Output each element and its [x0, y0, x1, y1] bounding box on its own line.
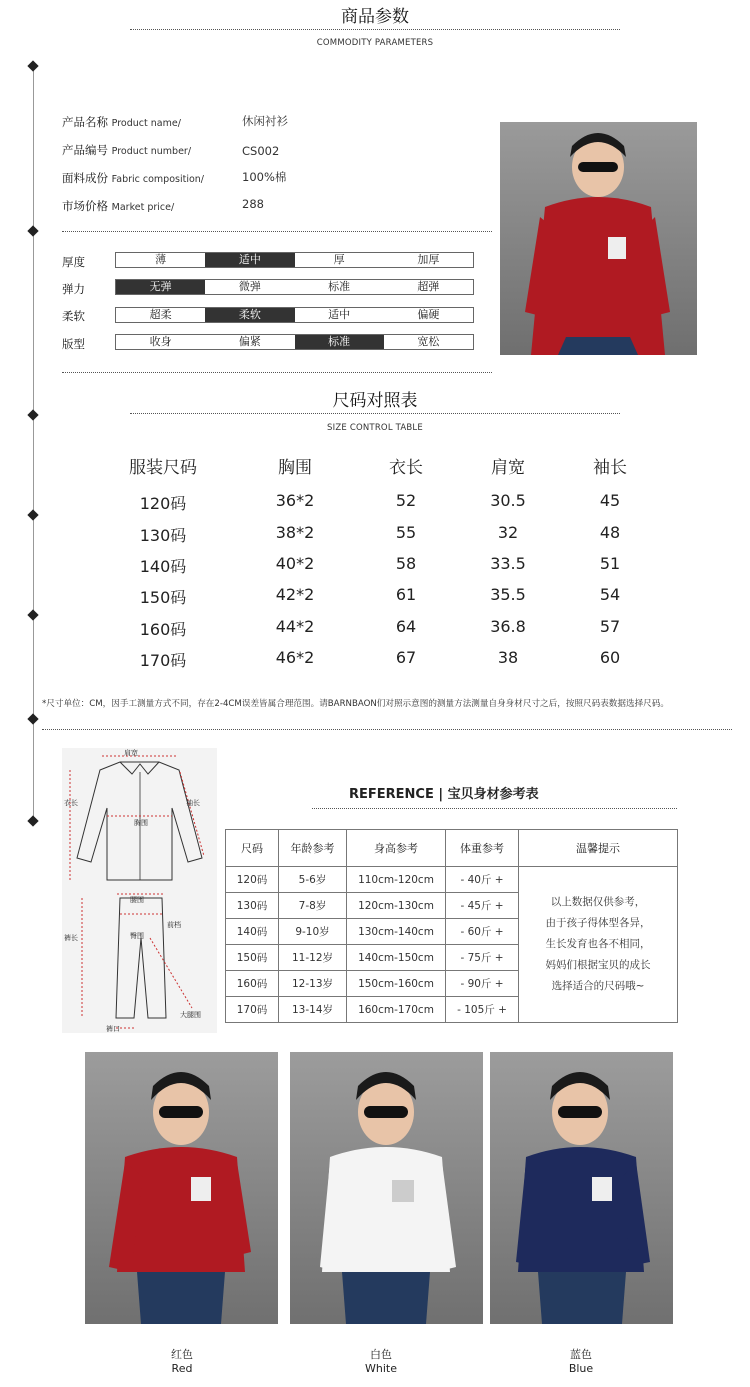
attr-label: 弹力: [62, 282, 85, 296]
table-header: 服装尺码: [129, 458, 197, 478]
color-name-en: White: [365, 1362, 397, 1375]
scale-option: 偏硬: [417, 308, 440, 321]
param-label: 产品编号 Product number/: [62, 143, 192, 157]
reference-title: REFERENCE | 宝贝身材参考表: [349, 787, 539, 802]
table-row: 150码 42*2 61 35.5 54: [139, 585, 621, 607]
section-title: 商品参数: [341, 7, 409, 27]
scale-option: 厚: [333, 253, 345, 266]
table-header: 肩宽: [491, 458, 525, 478]
diagram-label: 腰围: [130, 896, 144, 904]
color-name-en: Red: [171, 1362, 193, 1375]
fit-scale: [115, 334, 474, 350]
table-header: 胸围: [278, 458, 312, 478]
scale-option: 宽松: [417, 335, 440, 348]
attr-label: 版型: [62, 337, 85, 351]
color-photo-blue[interactable]: [490, 1052, 673, 1324]
timeline-diamond: [27, 60, 38, 71]
divider: [62, 372, 492, 373]
section-title: 尺码对照表: [332, 391, 418, 411]
table-header: 袖长: [593, 458, 627, 478]
scale-option: 适中: [328, 308, 351, 321]
color-name-cn: 蓝色: [570, 1348, 592, 1361]
color-name-cn: 红色: [171, 1348, 193, 1361]
diagram-label: 前档: [167, 921, 181, 929]
table-header: 尺码: [226, 830, 279, 867]
table-row: 160码 12-13岁 150cm-160cm - 90斤 +: [226, 971, 678, 997]
timeline-diamond: [27, 713, 38, 724]
table-row: 130码 38*2 55 32 48: [139, 523, 621, 545]
diagram-label: 裤长: [64, 934, 78, 942]
color-photo-red[interactable]: [85, 1052, 278, 1324]
table-row: 140码 9-10岁 130cm-140cm - 60斤 +: [226, 919, 678, 945]
table-header: 温馨提示: [519, 830, 678, 867]
thickness-scale: [115, 252, 474, 268]
table-header: 体重参考: [446, 830, 519, 867]
table-row: 170码 13-14岁 160cm-170cm - 105斤 +: [226, 997, 678, 1023]
diagram-label: 肩宽: [124, 749, 138, 757]
attr-label: 厚度: [62, 255, 85, 269]
scale-option: 薄: [155, 253, 167, 266]
scale-option: 微弹: [238, 280, 261, 293]
table-header: 年龄参考: [279, 830, 347, 867]
table-header: 衣长: [389, 458, 423, 478]
diagram-label: 裤口: [106, 1025, 120, 1033]
scale-option: 偏紧: [238, 335, 261, 348]
measurement-diagram: [62, 748, 217, 1033]
scale-option-selected: 适中: [205, 253, 294, 267]
table-row: 120码 36*2 52 30.5 45: [139, 491, 621, 513]
color-photo-white[interactable]: [290, 1052, 483, 1324]
table-row: 150码 11-12岁 140cm-150cm - 75斤 +: [226, 945, 678, 971]
table-row: 140码 40*2 58 33.5 51: [139, 554, 621, 576]
table-row: 160码 44*2 64 36.8 57: [139, 617, 621, 639]
diagram-label: 臀围: [130, 932, 144, 940]
reference-table: [225, 829, 678, 1023]
scale-option-selected: 标准: [295, 335, 384, 349]
color-name-en: Blue: [568, 1362, 594, 1375]
timeline-line: [33, 65, 34, 825]
param-value: 288: [242, 197, 264, 211]
param-label: 产品名称 Product name/: [62, 115, 181, 129]
timeline-diamond: [27, 409, 38, 420]
divider: [42, 729, 732, 730]
product-photo: [500, 122, 697, 355]
param-value: 休闲衬衫: [242, 114, 288, 128]
softness-scale: [115, 307, 474, 323]
scale-option: 加厚: [417, 253, 440, 266]
param-value: 100%棉: [242, 170, 287, 184]
section-subtitle: COMMODITY PARAMETERS: [316, 38, 434, 48]
table-header: 身高参考: [347, 830, 446, 867]
timeline-diamond: [27, 225, 38, 236]
section-subtitle: SIZE CONTROL TABLE: [327, 423, 423, 433]
table-row: 120码 5-6岁 110cm-120cm - 40斤 + 以上数据仅供参考， 由于孩子得体型各异， 生长发育也各不相同， 妈妈们根据宝贝的成长 选择适合的尺码哦~: [226, 867, 678, 893]
diagram-label: 胸围: [134, 819, 148, 827]
scale-option-selected: 柔软: [205, 308, 294, 322]
timeline-diamond: [27, 815, 38, 826]
divider: [62, 231, 492, 232]
param-value: CS002: [242, 144, 280, 158]
scale-option: 标准: [328, 280, 351, 293]
diagram-label: 大腿围: [180, 1011, 201, 1019]
scale-option: 收身: [149, 335, 172, 348]
scale-option: 超柔: [149, 308, 172, 321]
table-row: 130码 7-8岁 120cm-130cm - 45斤 +: [226, 893, 678, 919]
size-note: *尺寸单位：CM，因手工测量方式不同，存在2-4CM误差皆属合理范围。请BARNBAON们对照示意图的测量方法测量自身身材尺寸之后，按照尺码表数据选择尺码。: [42, 699, 669, 709]
table-row: 170码 46*2 67 38 60: [139, 648, 621, 670]
scale-option: 超弹: [417, 280, 440, 293]
param-label: 面料成份 Fabric composition/: [62, 171, 205, 185]
divider: [130, 413, 620, 414]
color-name-cn: 白色: [370, 1348, 392, 1361]
size-table-header: [0, 453, 750, 483]
divider: [312, 808, 677, 809]
param-label: 市场价格 Market price/: [62, 199, 175, 213]
attr-label: 柔软: [62, 309, 85, 323]
divider: [130, 29, 620, 30]
tips-cell: 以上数据仅供参考， 由于孩子得体型各异， 生长发育也各不相同， 妈妈们根据宝贝的成长 选择适合的尺码哦~: [519, 867, 678, 1023]
diagram-label: 衣长: [64, 799, 78, 807]
scale-option-selected: 无弹: [116, 280, 205, 294]
elasticity-scale: [115, 279, 474, 295]
diagram-label: 袖长: [186, 799, 200, 807]
